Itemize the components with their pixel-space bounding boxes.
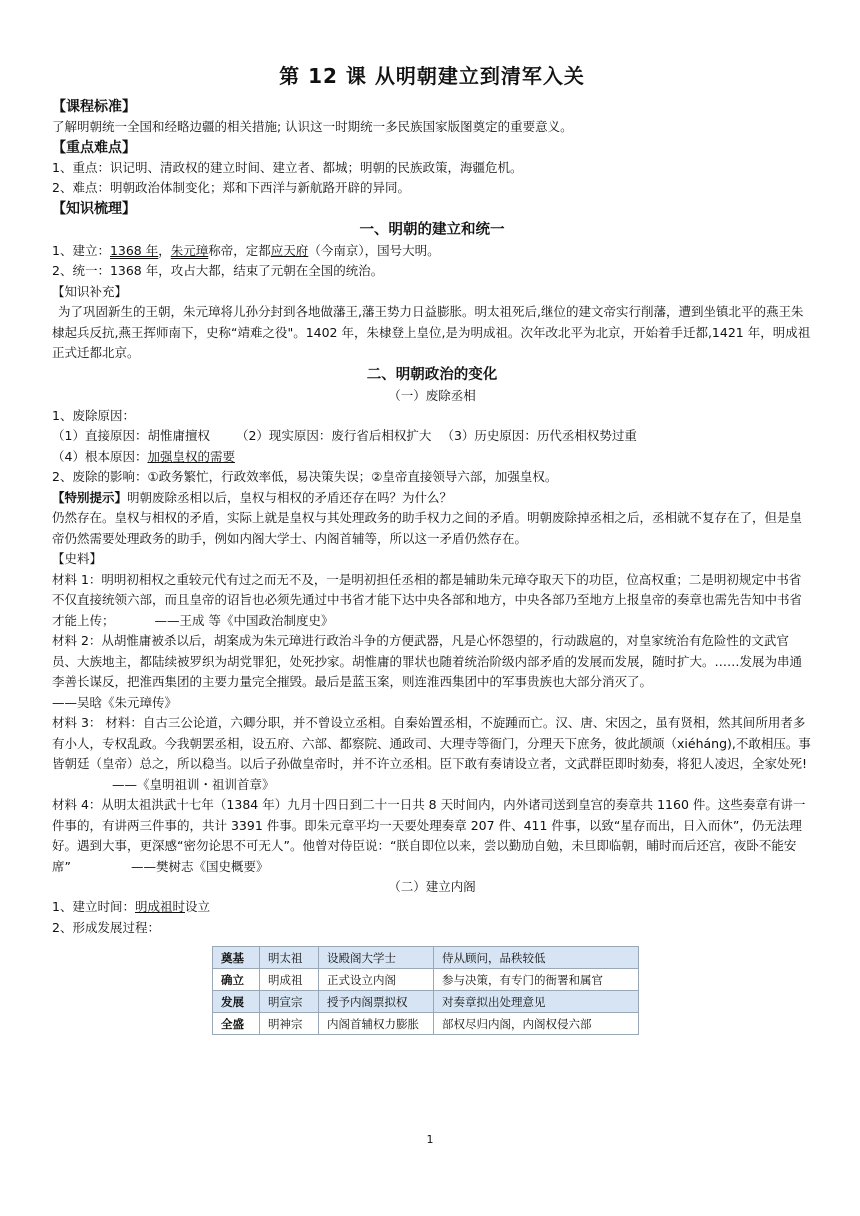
table-cell: 明宣宗 [260, 991, 319, 1013]
table-cell: 发展 [213, 991, 260, 1013]
lesson-title: 第 12 课 从明朝建立到清军入关 [279, 64, 585, 88]
material-4-text: 材料 4：从明太祖洪武十七年（1384 年）九月十四日到二十一日共 8 天时间内，内外诸司送到皇宫的奏章共 1160 件。这些奏章有讲一件事的，有讲两三件事的，共计 3391 件事。即朱元章平均一天要处理奏章 207 件、411 件事，以致“星存而出，日入而休”，仍无法理好。遇到大事，更深感“密勿论思不可无人”。他曾对侍臣说：“朕自即位以来，尝以勤劢自勉，未旦即临朝，晡时而后还宫，夜卧不能安席” [52, 797, 806, 874]
key-heading: 【重点难点】 [52, 139, 136, 156]
material-4-source: ——樊树志《国史概要》 [130, 858, 269, 874]
s1-l1-c: 称帝，定都 [208, 242, 271, 258]
table-cell: 正式设立内阁 [319, 969, 434, 991]
reason-4-label: （4）根本原因： [52, 448, 148, 464]
document-page [52, 60, 812, 1035]
table-cell: 明太祖 [260, 947, 319, 969]
table-cell: 授予内阁票拟权 [319, 991, 434, 1013]
s1-l1-d: （今南京），国号大明。 [308, 242, 440, 258]
supplement-text: 为了巩固新生的王朝，朱元璋将儿孙分封到各地做藩王,藩王势力日益膨胀。明太祖死后,继位的建文帝实行削藩，遭到坐镇北平的燕王朱棣起兵反抗,燕王挥师南下，史称“靖难之役"。1402 年，朱棣登上皇位,是为明成祖。次年改北平为北京，开始着手迁都,1421 年，明成祖正式迁都北京。 [52, 304, 811, 360]
table-cell: 明成祖 [260, 969, 319, 991]
tip-answer: 仍然存在。皇权与相权的矛盾，实际上就是皇权与其处理政务的助手权力之间的矛盾。明朝废除掉丞相之后，丞相就不复存在了，但是皇帝仍然需要处理政务的助手，例如内阁大学士、内阁首辅等，所以这一矛盾仍然存在。 [52, 510, 803, 546]
s1-line-1 [52, 241, 812, 262]
material-4 [52, 795, 812, 877]
cabinet-process: 2、形成发展过程： [52, 919, 160, 935]
key-point-1: 1、重点：识记明、清政权的建立时间、建立者、都城；明朝的民族政策，海疆危机。 [52, 159, 523, 175]
s1-l1-city: 应天府 [270, 242, 309, 258]
s1-l1-name: 朱元璋 [170, 242, 209, 258]
material-1-source: ——王成 等《中国政治制度史》 [154, 612, 334, 628]
cabinet-table [212, 946, 639, 1035]
standard-text: 了解明朝统一全国和经略边疆的相关措施; 认识这一时期统一多民族国家版图奠定的重要意义。 [52, 119, 573, 134]
reason-4-line [52, 447, 812, 468]
table-cell: 对奏章拟出处理意见 [434, 991, 639, 1013]
subsection-1-heading: （一）废除丞相 [388, 387, 476, 403]
reason-line [52, 426, 812, 447]
s1-line-2: 2、统一：1368 年，攻占大都，结束了元朝在全国的统治。 [52, 263, 384, 278]
section-1-heading: 一、明朝的建立和统一 [359, 221, 505, 238]
s1-l1-b: ， [158, 242, 171, 258]
table-cell: 内阁首辅权力膨胀 [319, 1013, 434, 1035]
material-2-source: ——吴晗《朱元璋传》 [52, 694, 178, 710]
key-point-2: 2、难点：明朝政治体制变化；郑和下西洋与新航路开辟的异同。 [52, 180, 410, 195]
page-number: 1 [426, 1133, 434, 1146]
review-heading: 【知识梳理】 [52, 200, 136, 217]
table-cell: 参与决策，有专门的衙署和属官 [434, 969, 639, 991]
table-cell: 奠基 [213, 947, 260, 969]
material-2 [52, 631, 812, 713]
historical-heading: 【史料】 [52, 551, 103, 566]
table-row [213, 991, 639, 1013]
tip-heading: 【特别提示】 [52, 489, 128, 505]
cabinet-time-value: 明成祖时 [134, 899, 185, 914]
reason-1: （1）直接原因：胡惟庸擅权 [52, 428, 210, 443]
tip-line [52, 488, 812, 509]
table-row [213, 1013, 639, 1035]
reason-2: （2）现实原因：废行省后相权扩大 [235, 428, 432, 443]
reason-4-text: 加强皇权的需要 [147, 448, 235, 464]
material-1-text: 材料 1：明明初相权之重较元代有过之而无不及，一是明初担任丞相的都是辅助朱元璋夺取天下的功臣，位高权重；二是明初规定中书省不仅直接统领六部，而且皇帝的诏旨也必须先通过中书省才能下达中央各部和地方，中央各部乃至地方上报皇帝的奏章也需先告知中书省才能上传； [52, 571, 803, 628]
section-2-heading: 二、明朝政治的变化 [366, 366, 498, 383]
table-cell: 部权尽归内阁，内阁权侵六部 [434, 1013, 639, 1035]
s1-l1-a: 1、建立： [52, 242, 110, 258]
table-cell: 全盛 [213, 1013, 260, 1035]
material-2-text: 材料 2：从胡惟庸被杀以后，胡案成为朱元璋进行政治斗争的方便武器，凡是心怀怨望的，行动跋扈的，对皇家统治有危险性的文武官员、大族地主，都陆续被罗织为胡党罪犯，处死抄家。胡惟庸的罪状也随着统治阶级内部矛盾的发展而发展，随时扩大。……发展为串通李善长谋反，把淮西集团的主要力量完全摧毁。最后是蓝玉案，则连淮西集团中的军事贵族也大部分消灭了。 [52, 633, 803, 689]
material-1 [52, 570, 812, 632]
reason-heading: 1、废除原因： [52, 407, 135, 423]
cabinet-time [52, 897, 812, 918]
subsection-2-heading: （二）建立内阁 [388, 879, 476, 894]
supplement-heading: 【知识补充】 [52, 283, 128, 299]
cabinet-time-suffix: 设立 [184, 899, 210, 914]
material-3-text: 材料 3： 材料：自古三公论道，六卿分职，并不曾设立丞相。自秦始置丞相，不旋踵而亡。汉、唐、宋因之，虽有贤相，然其间所用者多有小人，专权乱政。今我朝罢丞相，设五府、六部、都察院、通政司、大理寺等衙门，分理天下庶务，彼此颉颃（xiéháng),不敢相压。事皆朝廷（皇帝）总之，所以稳当。以后子孙做皇帝时，并不许立丞相。臣下敢有奏请设立者，文武群臣即时劾奏，将犯人凌迟，全家处死! [52, 715, 811, 771]
standard-heading: 【课程标准】 [52, 99, 136, 115]
table-row [213, 947, 639, 969]
table-cell: 明神宗 [260, 1013, 319, 1035]
s1-l1-year: 1368 年 [109, 242, 159, 258]
tip-question: 明朝废除丞相以后，皇权与相权的矛盾还存在吗？为什么？ [127, 489, 453, 505]
table-cell: 确立 [213, 969, 260, 991]
table-row [213, 969, 639, 991]
table-cell: 侍从顾问，品秩较低 [434, 947, 639, 969]
reason-3: （3）历史原因：历代丞相权势过重 [441, 428, 637, 443]
table-cell: 设殿阁大学士 [319, 947, 434, 969]
effect-line: 2、废除的影响：①政务繁忙，行政效率低，易决策失误；②皇帝直接领导六部，加强皇权。 [52, 469, 558, 484]
material-3-source: ——《皇明祖训・祖训首章》 [112, 776, 275, 792]
cabinet-time-label: 1、建立时间： [52, 899, 135, 914]
material-3 [52, 713, 812, 795]
